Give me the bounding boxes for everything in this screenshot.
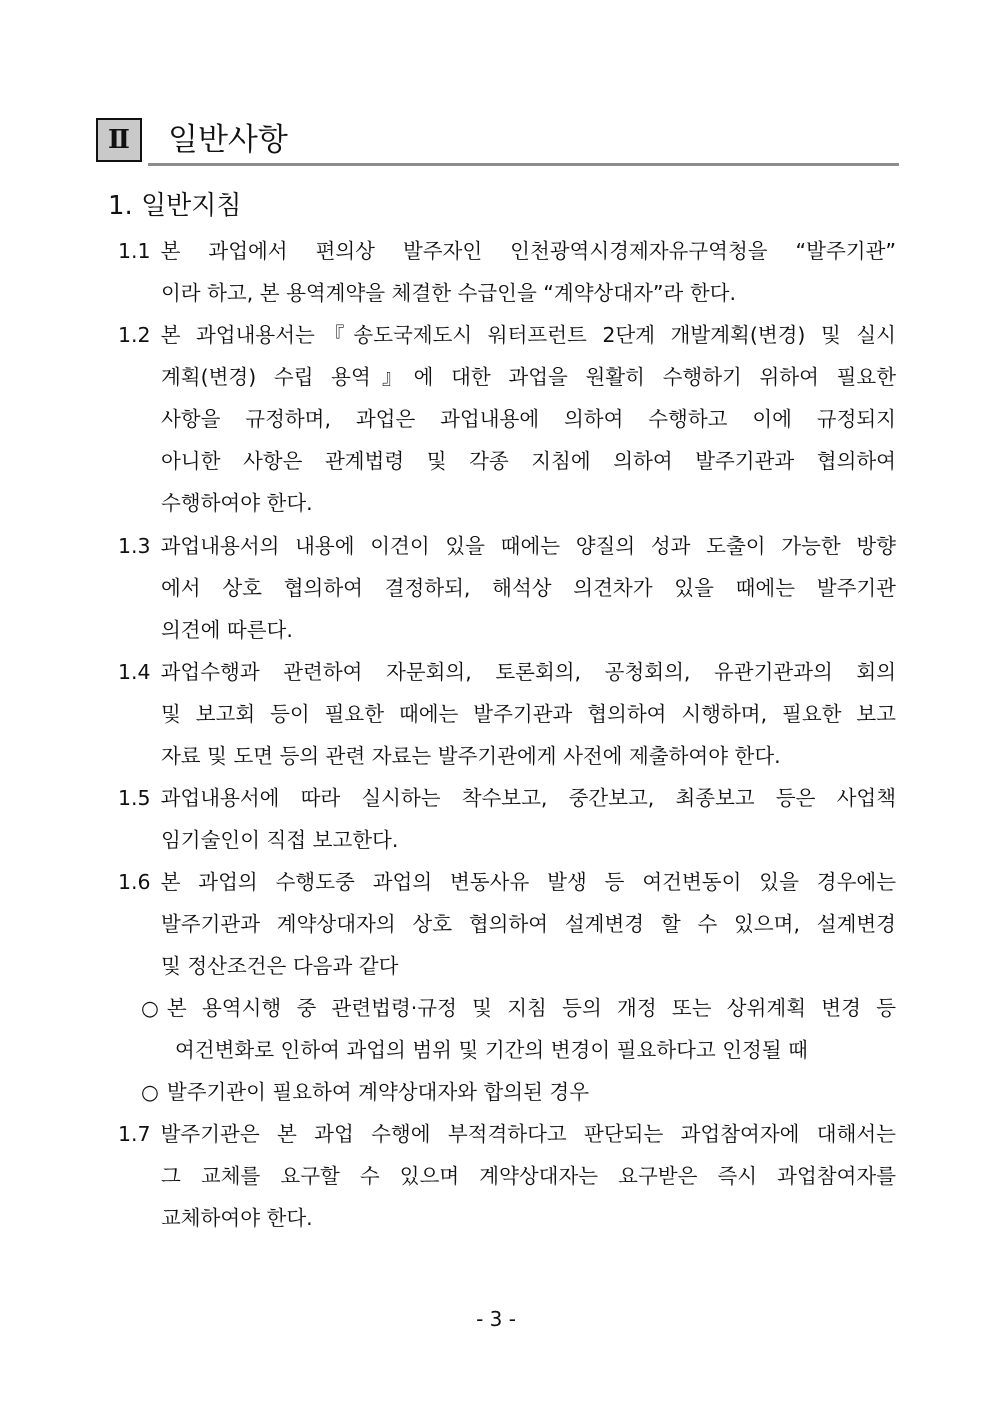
item-text-line: 자료 및 도면 등의 관련 자료는 발주기관에게 사전에 제출하여야 한다. (161, 744, 781, 768)
item-number: 1.3 (118, 534, 151, 558)
item-1-6 (118, 861, 896, 987)
item-number: 1.6 (118, 870, 151, 894)
item-text-line: 과업수행과 관련하여 자문회의, 토론회의, 공청회의, 유관기관과의 회의 (160, 660, 896, 684)
item-text-line: 수행하여야 한다. (161, 491, 313, 515)
item-text-line: 발주기관은 본 과업 수행에 부적격하다고 판단되는 과업참여자에 대해서는 (160, 1122, 896, 1146)
item-1-3 (118, 525, 896, 651)
item-text-line: 아니한 사항은 관계법령 및 각종 지침에 의하여 발주기관과 협의하여 (161, 449, 896, 473)
item-text-line: 본 과업의 수행도중 과업의 변동사유 발생 등 여건변동이 있을 경우에는 (160, 870, 896, 894)
bullet-item-2 (141, 1071, 896, 1113)
item-1-4 (118, 651, 896, 777)
item-number: 1.1 (118, 239, 151, 263)
item-text-line: 본 과업내용서는『송도국제도시 워터프런트 2단계 개발계획(변경) 및 실시 (160, 323, 896, 347)
chapter-number-box: Ⅱ (96, 118, 142, 162)
bullet-text-line: 본 용역시행 중 관련법령·규정 및 지침 등의 개정 또는 상위계획 변경 등 (166, 996, 896, 1020)
item-text-line: 발주기관과 계약상대자의 상호 협의하여 설계변경 할 수 있으며, 설계변경 (161, 912, 896, 936)
chapter-underline (148, 163, 899, 166)
item-text-line: 임기술인이 직접 보고한다. (161, 828, 399, 852)
item-text-line: 및 보고회 등이 필요한 때에는 발주기관과 협의하여 시행하며, 필요한 보고 (161, 702, 896, 726)
item-text-line: 및 정산조건은 다음과 같다 (161, 954, 399, 978)
item-1-2 (118, 314, 896, 524)
section-title: 1. 일반지침 (108, 191, 242, 221)
chapter-header (96, 118, 899, 168)
item-number: 1.2 (118, 323, 151, 347)
item-text-line: 그 교체를 요구할 수 있으며 계약상대자는 요구받은 즉시 과업참여자를 (161, 1164, 896, 1188)
chapter-title: 일반사항 (168, 122, 288, 158)
bullet-item-1 (141, 987, 896, 1071)
item-text-line: 본 과업에서 편의상 발주자인 인천광역시경제자유구역청을 “발주기관” (160, 239, 896, 263)
circle-bullet-icon: ○ (141, 1080, 159, 1104)
page-number: - 3 - (476, 1307, 516, 1331)
item-1-7 (118, 1113, 896, 1239)
item-text-line: 교체하여야 한다. (161, 1206, 313, 1230)
item-number: 1.7 (118, 1122, 151, 1146)
item-text-line: 사항을 규정하며, 과업은 과업내용에 의하여 수행하고 이에 규정되지 (161, 407, 896, 431)
item-1-1 (118, 230, 896, 314)
item-number: 1.4 (118, 660, 151, 684)
item-text-line: 에서 상호 협의하여 결정하되, 해석상 의견차가 있을 때에는 발주기관 (161, 576, 896, 600)
item-number: 1.5 (118, 786, 151, 810)
item-text-line: 과업내용서의 내용에 이견이 있을 때에는 양질의 성과 도출이 가능한 방향 (160, 534, 896, 558)
item-text-line: 과업내용서에 따라 실시하는 착수보고, 중간보고, 최종보고 등은 사업책 (160, 786, 896, 810)
bullet-text-line: 여건변화로 인하여 과업의 범위 및 기간의 변경이 필요하다고 인정될 때 (175, 1038, 808, 1062)
item-text-line: 계획(변경) 수립 용역』에 대한 과업을 원활히 수행하기 위하여 필요한 (161, 365, 896, 389)
circle-bullet-icon: ○ (141, 996, 159, 1020)
item-1-5 (118, 777, 896, 861)
item-text-line: 이라 하고, 본 용역계약을 체결한 수급인을 “계약상대자”라 한다. (161, 281, 736, 305)
item-text-line: 의견에 따른다. (161, 618, 293, 642)
bullet-text-line: 발주기관이 필요하여 계약상대자와 합의된 경우 (166, 1080, 590, 1104)
